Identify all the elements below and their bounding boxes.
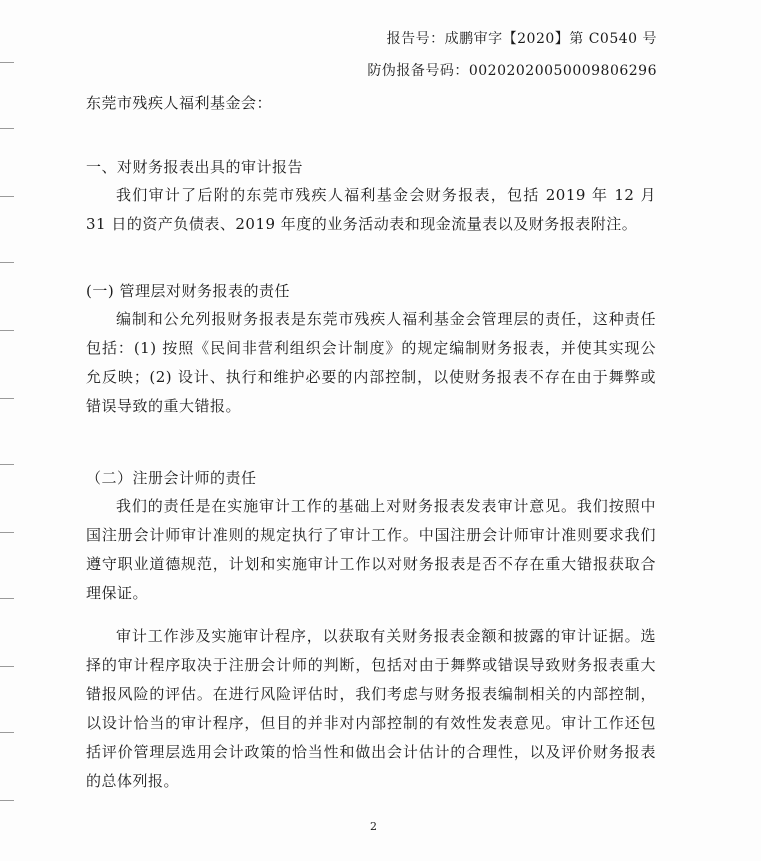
paragraph-management-responsibility: 编制和公允列报财务报表是东莞市残疾人福利基金会管理层的责任，这种责任包括：(1) 按照《民间非营利组织会计制度》的规定编制财务报表，并使其实现公允反映；(2) 设计、执行和维护必要的内部控制，以使财务报表不存在由于舞弊或错误导致的重大错报。 <box>86 310 656 415</box>
binding-tick <box>0 598 14 599</box>
binding-tick <box>0 330 14 331</box>
binding-tick <box>0 732 14 733</box>
binding-tick <box>0 666 14 667</box>
section-title-auditor-responsibility: （二）注册会计师的责任 <box>86 469 257 487</box>
addressee: 东莞市残疾人福利基金会： <box>86 94 273 112</box>
section-title-management-responsibility: (一) 管理层对财务报表的责任 <box>86 282 290 300</box>
binding-tick <box>0 128 14 129</box>
binding-tick <box>0 196 14 197</box>
report-number: 报告号：成鹏审字【2020】第 C0540 号 <box>386 31 657 47</box>
binding-tick <box>0 398 14 399</box>
binding-tick <box>0 464 14 465</box>
paragraph-audit-procedures: 审计工作涉及实施审计程序，以获取有关财务报表金额和披露的审计证据。选择的审计程序取决于注册会计师的判断，包括对由于舞弊或错误导致财务报表重大错报风险的评估。在进行风险评估时，我们考虑与财务报表编制相关的内部控制，以设计恰当的审计程序，但目的并非对内部控制的有效性发表意见。审计工作还包括评价管理层选用会计政策的恰当性和做出会计估计的合理性，以及评价财务报表的总体列报。 <box>86 627 656 790</box>
paragraph-audit-scope: 我们审计了后附的东莞市残疾人福利基金会财务报表，包括 2019 年 12 月 31 日的资产负债表、2019 年度的业务活动表和现金流量表以及财务报表附注。 <box>86 186 656 233</box>
binding-tick <box>0 800 14 801</box>
binding-tick <box>0 62 14 63</box>
binding-tick <box>0 262 14 263</box>
page-number: 2 <box>370 820 377 833</box>
section-title-audit-report: 一、对财务报表出具的审计报告 <box>86 158 304 176</box>
binding-tick <box>0 532 14 533</box>
paragraph-auditor-responsibility: 我们的责任是在实施审计工作的基础上对财务报表发表审计意见。我们按照中国注册会计师审计准则的规定执行了审计工作。中国注册会计师审计准则要求我们遵守职业道德规范，计划和实施审计工作以对财务报表是否不存在重大错报获取合理保证。 <box>86 497 656 602</box>
anti-fake-number: 防伪报备号码：00202020050009806296 <box>367 63 657 79</box>
